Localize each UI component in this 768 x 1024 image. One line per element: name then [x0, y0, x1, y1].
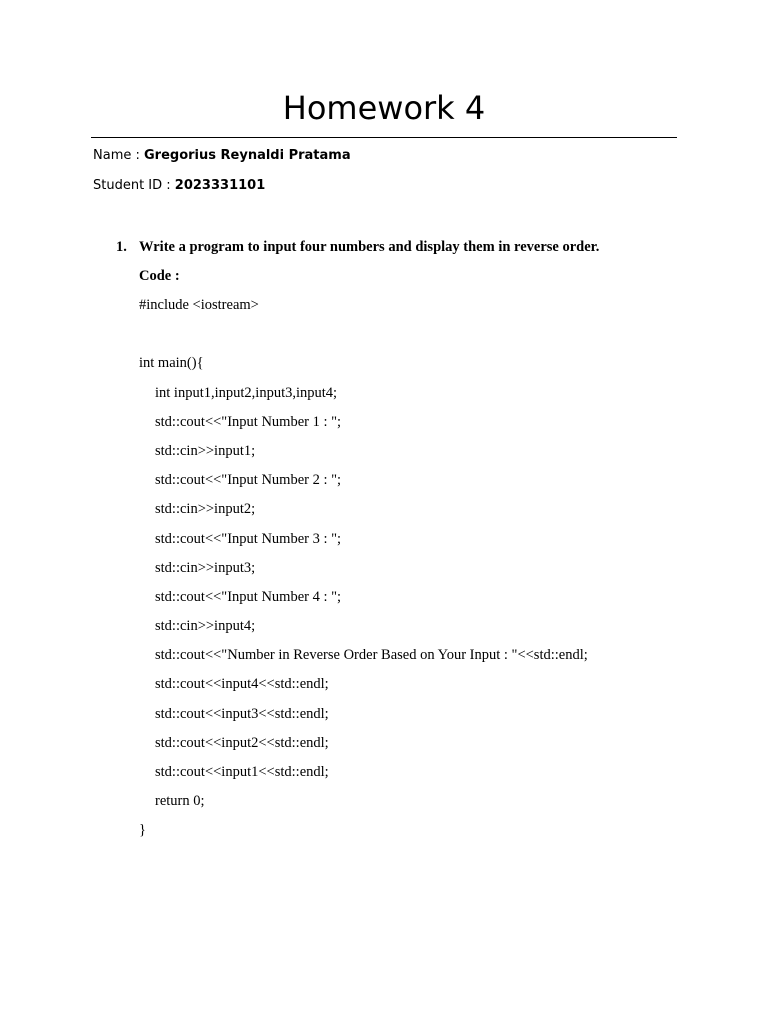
code-line: std::cin>>input2; — [155, 501, 256, 518]
code-line: std::cout<<input4<<std::endl; — [155, 676, 329, 693]
code-line: std::cout<<input3<<std::endl; — [155, 705, 329, 722]
code-line: std::cout<<"Number in Reverse Order Based on Your Input : "<<std::endl; — [155, 647, 588, 664]
code-line: std::cin>>input1; — [155, 442, 256, 459]
code-line: #include <iostream> — [139, 297, 259, 313]
code-line: std::cout<<input2<<std::endl; — [155, 734, 329, 751]
title-divider — [91, 137, 677, 138]
code-line: return 0; — [155, 793, 205, 810]
code-line: std::cout<<"Input Number 1 : "; — [155, 413, 342, 430]
code-line: std::cout<<input1<<std::endl; — [155, 764, 329, 780]
student-name-label: Name : — [93, 148, 144, 163]
code-line: std::cin>>input3; — [155, 559, 256, 576]
code-line: int main(){ — [139, 355, 204, 372]
document-title: Homework 4 — [282, 89, 486, 127]
code-line: std::cin>>input4; — [155, 618, 256, 635]
code-line: std::cout<<"Input Number 3 : "; — [155, 530, 342, 547]
question-text: Write a program to input four numbers and display them in reverse order. — [139, 239, 600, 255]
student-name-value: Gregorius Reynaldi Pratama — [144, 148, 351, 163]
code-line: } — [139, 822, 146, 839]
code-block — [139, 295, 588, 850]
student-id-label: Student ID : — [93, 178, 175, 193]
code-line — [139, 324, 588, 353]
code-line: int input1,input2,input3,input4; — [155, 384, 338, 401]
code-line: std::cout<<"Input Number 2 : "; — [155, 472, 342, 489]
student-name-line — [93, 147, 351, 165]
student-id-line — [93, 177, 265, 195]
question-number: 1. — [116, 239, 127, 255]
student-id-value: 2023331101 — [174, 178, 266, 193]
code-label: Code : — [139, 268, 180, 284]
code-line: std::cout<<"Input Number 4 : "; — [155, 588, 342, 605]
